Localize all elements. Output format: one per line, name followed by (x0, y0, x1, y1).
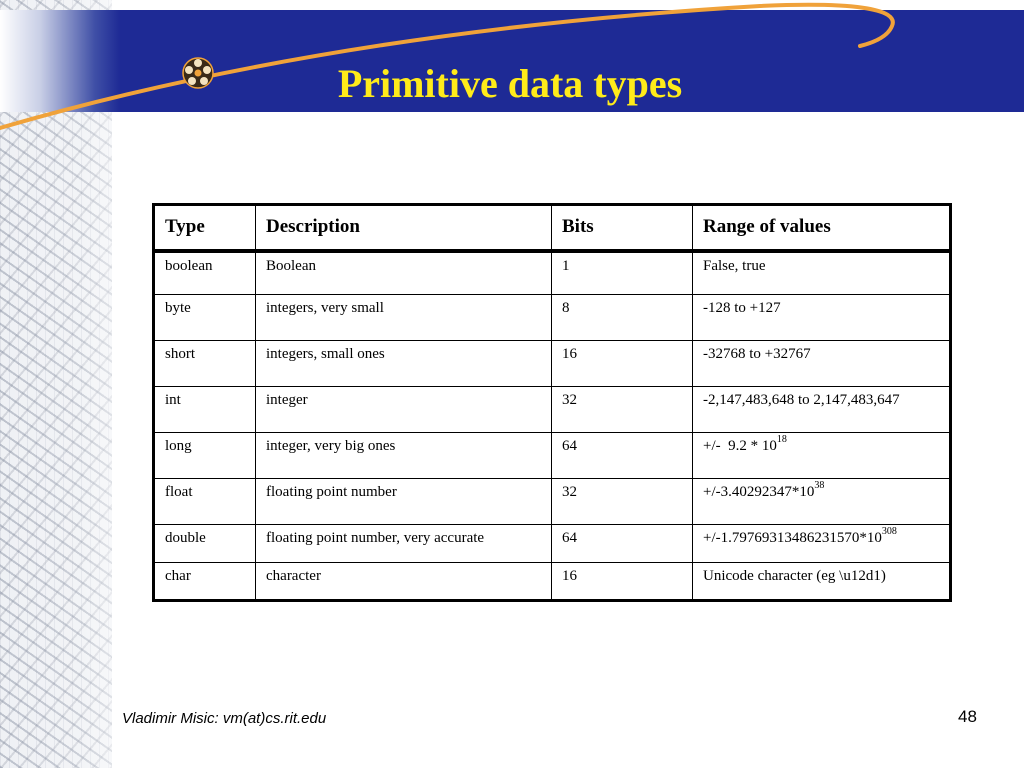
cell-range (693, 433, 951, 479)
cell-bits: 32 (552, 387, 693, 433)
cell-description: floating point number (256, 479, 552, 525)
cell-type: double (154, 525, 256, 563)
cell-description: integers, small ones (256, 341, 552, 387)
cell-description: integer, very big ones (256, 433, 552, 479)
cell-range: -32768 to +32767 (693, 341, 951, 387)
table-row (154, 563, 951, 601)
cell-range: -2,147,483,648 to 2,147,483,647 (693, 387, 951, 433)
table-row (154, 433, 951, 479)
cell-type: long (154, 433, 256, 479)
primitive-types-table (152, 203, 952, 602)
cell-description: integers, very small (256, 295, 552, 341)
cell-type: char (154, 563, 256, 601)
cell-bits: 16 (552, 341, 693, 387)
table-row (154, 295, 951, 341)
page-number: 48 (958, 707, 977, 726)
cell-description: integer (256, 387, 552, 433)
cell-type: boolean (154, 251, 256, 295)
range-text: +/- 9.2 * 10 (703, 438, 777, 454)
cell-type: float (154, 479, 256, 525)
cell-bits: 1 (552, 251, 693, 295)
table-header-row (154, 205, 951, 251)
footer-author: Vladimir Misic: vm(at)cs.rit.edu (122, 710, 327, 727)
cell-bits: 64 (552, 433, 693, 479)
cell-range (693, 479, 951, 525)
cell-description: Boolean (256, 251, 552, 295)
table-row (154, 387, 951, 433)
slide-title: Primitive data types (337, 61, 683, 106)
header-range: Range of values (693, 205, 951, 251)
cell-type: byte (154, 295, 256, 341)
range-exponent: 18 (776, 434, 787, 445)
table-row (154, 341, 951, 387)
header-type: Type (154, 205, 256, 251)
cell-range: -128 to +127 (693, 295, 951, 341)
range-text: +/-3.40292347*10 (703, 484, 815, 500)
cell-range (693, 525, 951, 563)
cell-bits: 16 (552, 563, 693, 601)
table-row (154, 525, 951, 563)
range-text: +/-1.79769313486231570*10 (703, 530, 882, 546)
range-exponent: 38 (814, 480, 825, 491)
cell-range: False, true (693, 251, 951, 295)
header-bits: Bits (552, 205, 693, 251)
range-exponent: 308 (881, 526, 897, 537)
cell-bits: 64 (552, 525, 693, 563)
cell-type: short (154, 341, 256, 387)
table-row (154, 479, 951, 525)
cell-description: floating point number, very accurate (256, 525, 552, 563)
cell-bits: 8 (552, 295, 693, 341)
cell-type: int (154, 387, 256, 433)
table-row (154, 251, 951, 295)
header-description: Description (256, 205, 552, 251)
cell-description: character (256, 563, 552, 601)
cell-range: Unicode character (eg \u12d1) (693, 563, 951, 601)
molecule-logo-icon (181, 56, 215, 90)
cell-bits: 32 (552, 479, 693, 525)
